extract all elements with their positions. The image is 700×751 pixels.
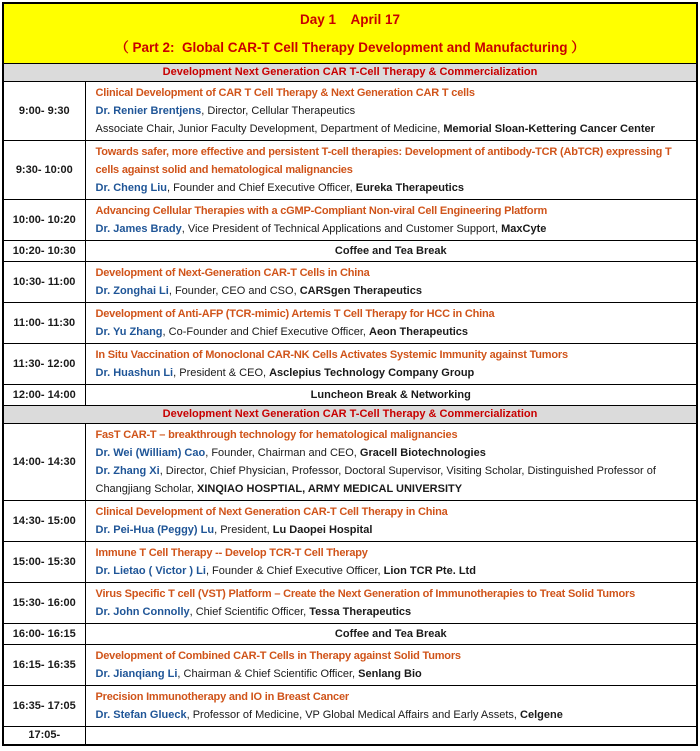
session-title: Clinical Development of CAR T Cell Therapy & Next Generation CAR T cells xyxy=(95,87,475,99)
time-slot: 14:00- 14:30 xyxy=(3,424,85,501)
speaker-role: , President, xyxy=(214,524,273,536)
session-row xyxy=(3,686,697,727)
section-header: Development Next Generation CAR T-Cell Therapy & Commercialization xyxy=(3,64,697,82)
time-slot: 16:15- 16:35 xyxy=(3,645,85,686)
session-line xyxy=(96,282,693,300)
session-line xyxy=(96,102,693,120)
break-label: Coffee and Tea Break xyxy=(85,241,697,262)
session-line xyxy=(96,585,693,603)
session-line xyxy=(96,120,693,138)
break-row xyxy=(3,624,697,645)
session-title: Virus Specific T cell (VST) Platform – Create the Next Generation of Immunotherapies to Treat Solid Tumors xyxy=(95,588,636,600)
speaker-name: Dr. Jianqiang Li xyxy=(95,668,178,680)
session-cell xyxy=(85,262,697,303)
speaker-role: , Founder, CEO and CSO, xyxy=(168,285,300,297)
time-slot: 10:00- 10:20 xyxy=(3,200,85,241)
session-cell xyxy=(85,645,697,686)
session-cell xyxy=(85,303,697,344)
session-title: Advancing Cellular Therapies with a cGMP-Compliant Non-viral Cell Engineering Platform xyxy=(95,205,548,217)
organization: Gracell Biotechnologies xyxy=(359,447,486,459)
session-row xyxy=(3,344,697,385)
session-row xyxy=(3,501,697,542)
session-line xyxy=(96,521,693,539)
speaker-name: Dr. Huashun Li xyxy=(95,367,174,379)
session-line xyxy=(96,562,693,580)
speaker-role: , Founder & Chief Executive Officer, xyxy=(205,565,384,577)
speaker-name: Dr. James Brady xyxy=(95,223,182,235)
organization: CARSgen Therapeutics xyxy=(299,285,422,297)
session-line xyxy=(96,603,693,621)
session-line xyxy=(96,544,693,562)
break-row xyxy=(3,241,697,262)
organization: Tessa Therapeutics xyxy=(309,606,412,618)
session-cell xyxy=(85,200,697,241)
session-cell xyxy=(85,542,697,583)
speaker-name: Dr. Pei-Hua (Peggy) Lu xyxy=(95,524,215,536)
organization: Lu Daopei Hospital xyxy=(272,524,373,536)
time-slot: 11:30- 12:00 xyxy=(3,344,85,385)
time-slot: 16:35- 17:05 xyxy=(3,686,85,727)
organization: Memorial Sloan-Kettering Cancer Center xyxy=(443,123,655,135)
time-slot: 12:00- 14:00 xyxy=(3,385,85,406)
speaker-name: Dr. John Connolly xyxy=(95,606,190,618)
speaker-role: , Chief Scientific Officer, xyxy=(189,606,310,618)
time-slot: 9:00- 9:30 xyxy=(3,82,85,141)
session-title: Immune T Cell Therapy -- Develop TCR-T Cell Therapy xyxy=(95,547,368,559)
session-row xyxy=(3,424,697,501)
session-line xyxy=(96,84,693,102)
session-cell xyxy=(85,501,697,542)
session-cell xyxy=(85,82,697,141)
session-line xyxy=(96,665,693,683)
session-title: Towards safer, more effective and persistent T-cell therapies: Development of antibody-TCR (AbTCR) expressing T cells against solid and hematological malignancies xyxy=(95,146,672,176)
organization: Aeon Therapeutics xyxy=(369,326,469,338)
organization: Celgene xyxy=(520,709,563,721)
schedule-body xyxy=(3,3,697,745)
session-line xyxy=(96,264,693,282)
session-row xyxy=(3,645,697,686)
speaker-role: , Founder, Chairman and CEO, xyxy=(205,447,360,459)
session-cell xyxy=(85,344,697,385)
session-cell xyxy=(85,141,697,200)
session-line xyxy=(96,202,693,220)
session-title: Development of Next-Generation CAR-T Cells in China xyxy=(95,267,370,279)
speaker-name: Dr. Wei (William) Cao xyxy=(95,447,206,459)
session-line xyxy=(96,346,693,364)
session-cell xyxy=(85,727,697,745)
organization: Senlang Bio xyxy=(358,668,422,680)
session-cell xyxy=(85,583,697,624)
session-line xyxy=(96,143,693,179)
session-row xyxy=(3,200,697,241)
session-title: Clinical Development of Next Generation CAR-T Cell Therapy in China xyxy=(95,506,448,518)
session-line xyxy=(96,444,693,462)
session-line xyxy=(96,688,693,706)
session-line xyxy=(96,647,693,665)
section-header-row xyxy=(3,406,697,424)
session-line xyxy=(96,179,693,197)
banner xyxy=(3,3,697,64)
session-line xyxy=(96,305,693,323)
break-row xyxy=(3,385,697,406)
speaker-name: Dr. Yu Zhang xyxy=(95,326,163,338)
section-header-row xyxy=(3,64,697,82)
session-row xyxy=(3,727,697,745)
time-slot: 16:00- 16:15 xyxy=(3,624,85,645)
session-title: In Situ Vaccination of Monoclonal CAR-NK Cells Activates Systemic Immunity against Tumors xyxy=(95,349,568,361)
session-cell xyxy=(85,686,697,727)
banner-row xyxy=(3,3,697,64)
session-line xyxy=(96,462,693,498)
speaker-role: , Founder and Chief Executive Officer, xyxy=(167,182,356,194)
part-title: （ Part 2: Global CAR-T Cell Therapy Development and Manufacturing ） xyxy=(115,40,585,55)
speaker-role: , President & CEO, xyxy=(173,367,270,379)
session-row xyxy=(3,583,697,624)
speaker-name: Dr. Cheng Liu xyxy=(95,182,167,194)
session-line xyxy=(96,323,693,341)
organization: MaxCyte xyxy=(501,223,547,235)
agenda-table xyxy=(2,2,698,746)
time-slot: 17:05- xyxy=(3,727,85,745)
speaker-role: , Director, Cellular Therapeutics xyxy=(201,105,356,117)
session-line xyxy=(96,706,693,724)
speaker-role: , Chairman & Chief Scientific Officer, xyxy=(177,668,359,680)
session-title: Development of Combined CAR-T Cells in Therapy against Solid Tumors xyxy=(95,650,461,662)
time-slot: 10:30- 11:00 xyxy=(3,262,85,303)
session-title: FasT CAR-T – breakthrough technology for hematological malignancies xyxy=(95,429,458,441)
time-slot: 11:00- 11:30 xyxy=(3,303,85,344)
time-slot: 10:20- 10:30 xyxy=(3,241,85,262)
speaker-role: Associate Chair, Junior Faculty Development, Department of Medicine, xyxy=(95,123,444,135)
session-title: Precision Immunotherapy and IO in Breast Cancer xyxy=(95,691,349,703)
session-line xyxy=(96,220,693,238)
break-label: Coffee and Tea Break xyxy=(85,624,697,645)
session-row xyxy=(3,262,697,303)
session-row xyxy=(3,303,697,344)
session-row xyxy=(3,542,697,583)
speaker-role: , Director, Chief Physician, Professor, Doctoral Supervisor, Visiting Scholar, Distinguished Professor of Changjiang Scholar, xyxy=(95,465,656,495)
speaker-role: , Vice President of Technical Applications and Customer Support, xyxy=(181,223,502,235)
time-slot: 9:30- 10:00 xyxy=(3,141,85,200)
speaker-role: , Co-Founder and Chief Executive Officer, xyxy=(162,326,369,338)
organization: Lion TCR Pte. Ltd xyxy=(383,565,476,577)
section-header: Development Next Generation CAR T-Cell Therapy & Commercialization xyxy=(3,406,697,424)
speaker-name: Dr. Zonghai Li xyxy=(95,285,169,297)
organization: XINQIAO HOSPTIAL, ARMY MEDICAL UNIVERSITY xyxy=(197,483,463,495)
speaker-name: Dr. Renier Brentjens xyxy=(95,105,202,117)
time-slot: 15:00- 15:30 xyxy=(3,542,85,583)
day-title: Day 1 April 17 xyxy=(299,12,401,27)
break-label: Luncheon Break & Networking xyxy=(85,385,697,406)
organization: Asclepius Technology Company Group xyxy=(269,367,475,379)
time-slot: 14:30- 15:00 xyxy=(3,501,85,542)
speaker-name: Dr. Lietao ( Victor ) Li xyxy=(95,565,206,577)
speaker-role: , Professor of Medicine, VP Global Medical Affairs and Early Assets, xyxy=(186,709,521,721)
session-row xyxy=(3,141,697,200)
time-slot: 15:30- 16:00 xyxy=(3,583,85,624)
session-line xyxy=(96,426,693,444)
session-row xyxy=(3,82,697,141)
speaker-name: Dr. Stefan Glueck xyxy=(95,709,187,721)
session-cell xyxy=(85,424,697,501)
session-title: Development of Anti-AFP (TCR-mimic) Artemis T Cell Therapy for HCC in China xyxy=(95,308,495,320)
session-line xyxy=(96,364,693,382)
session-line xyxy=(96,503,693,521)
organization: Eureka Therapeutics xyxy=(355,182,464,194)
speaker-name: Dr. Zhang Xi xyxy=(95,465,160,477)
